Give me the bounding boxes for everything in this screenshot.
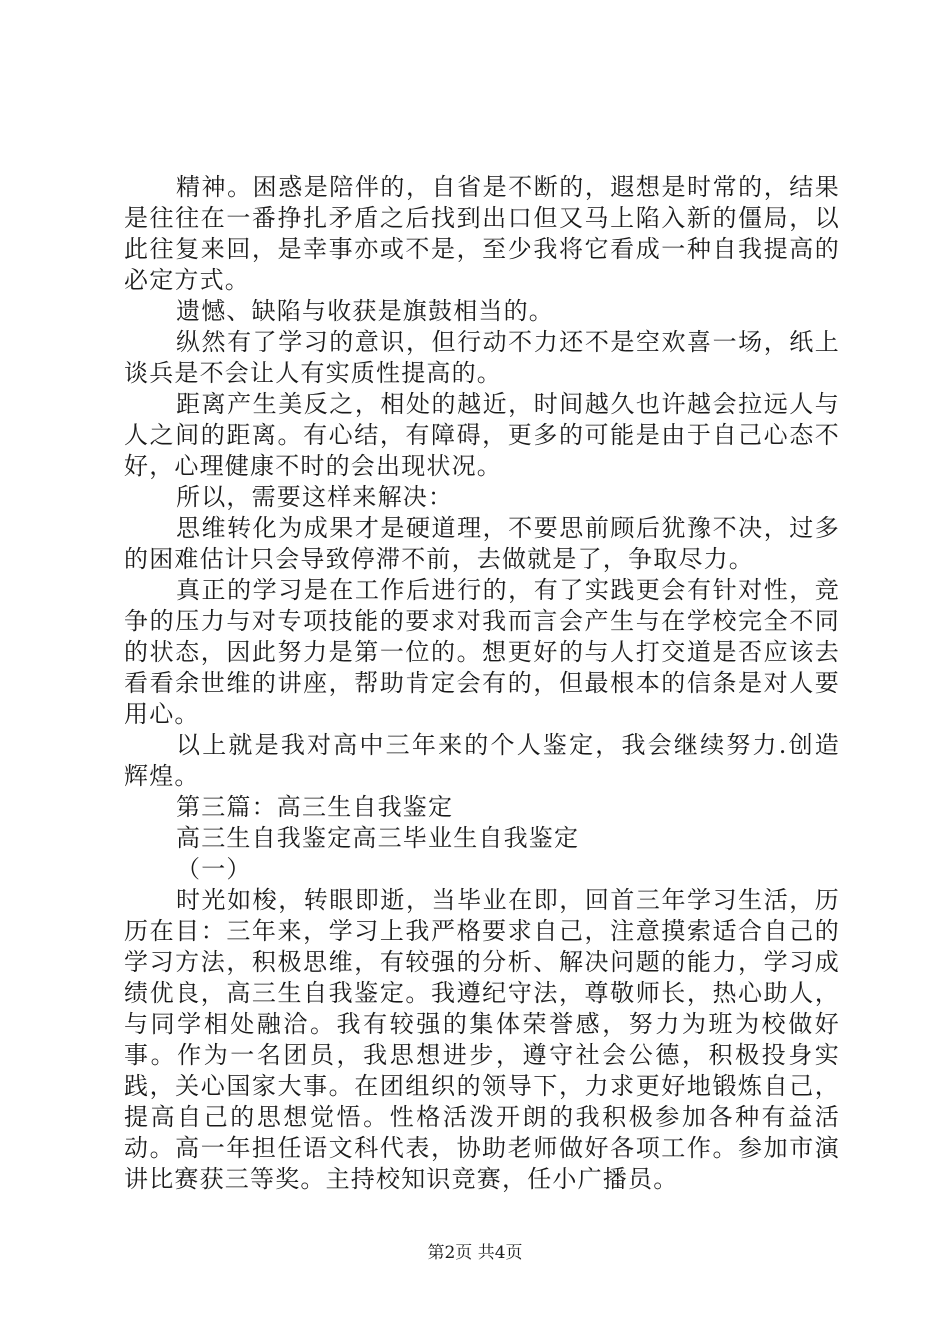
paragraph-7: 真正的学习是在工作后进行的，有了实践更会有针对性，竞争的压力与对专项技能的要求对我而言会产生与在学校完全不同的状态，因此努力是第一位的。想更好的与人打交道是否应该去看看余世维的讲座，帮助肯定会有的，但最根本的信条是对人要用心。: [124, 576, 840, 728]
section-heading: 第三篇：高三生自我鉴定: [176, 793, 454, 821]
page-number-footer: 第2页 共4页: [427, 1243, 523, 1263]
paragraph-1: 精神。困惑是陪伴的，自省是不断的，遐想是时常的，结果是往往在一番挣扎矛盾之后找到出口但又马上陷入新的僵局，以此往复来回，是幸事亦或不是，至少我将它看成一种自我提高的必定方式。: [124, 173, 840, 294]
paragraph-3: 纵然有了学习的意识，但行动不力还不是空欢喜一场，纸上谈兵是不会让人有实质性提高的。: [124, 328, 840, 387]
section-subtitle: 高三生自我鉴定高三毕业生自我鉴定: [176, 824, 580, 852]
paragraph-6: 思维转化为成果才是硬道理，不要思前顾后犹豫不决，过多的困难估计只会导致停滞不前，去做就是了，争取尽力。: [124, 514, 840, 573]
section-number: （一）: [176, 855, 252, 883]
document-body: [124, 172, 840, 1195]
paragraph-5: 所以，需要这样来解决：: [176, 483, 454, 511]
paragraph-4: 距离产生美反之，相处的越近，时间越久也许越会拉远人与人之间的距离。有心结，有障碍，更多的可能是由于自己心态不好，心理健康不时的会出现状况。: [124, 390, 840, 480]
paragraph-12: 时光如梭，转眼即逝，当毕业在即，回首三年学习生活，历历在目：三年来，学习上我严格要求自己，注意摸索适合自己的学习方法，积极思维，有较强的分析、解决问题的能力，学习成绩优良，高三生自我鉴定。我遵纪守法，尊敬师长，热心助人，与同学相处融洽。我有较强的集体荣誉感，努力为班为校做好事。作为一名团员，我思想进步，遵守社会公德，积极投身实践，关心国家大事。在团组织的领导下，力求更好地锻炼自己，提高自己的思想觉悟。性格活泼开朗的我积极参加各种有益活动。高一年担任语文科代表，协助老师做好各项工作。参加市演讲比赛获三等奖。主持校知识竞赛，任小广播员。: [124, 886, 840, 1193]
paragraph-8: 以上就是我对高中三年来的个人鉴定，我会继续努力.创造辉煌。: [124, 731, 840, 790]
paragraph-2: 遗憾、缺陷与收获是旗鼓相当的。: [176, 297, 554, 325]
